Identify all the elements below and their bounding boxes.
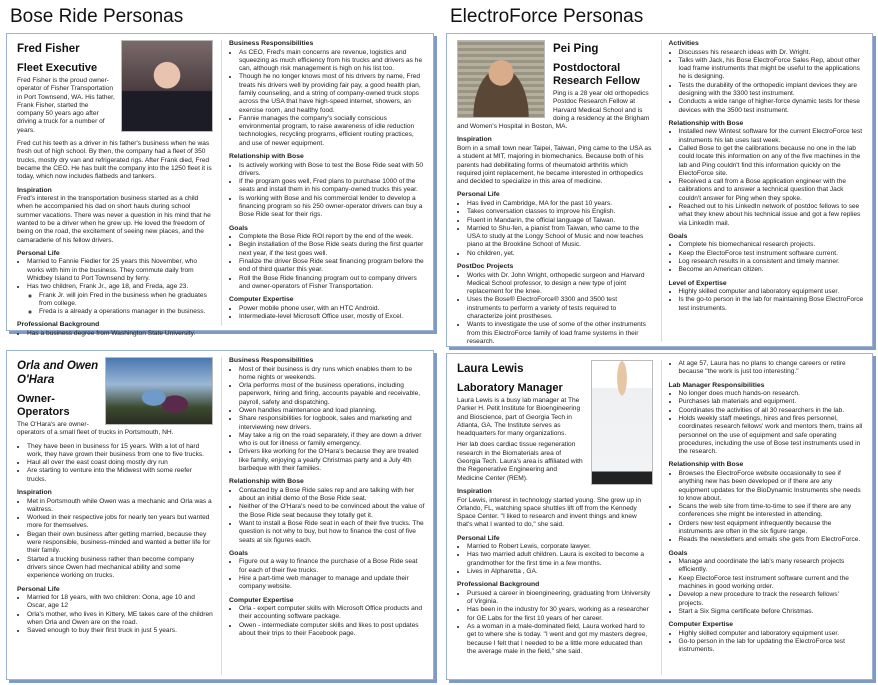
bullet-text: No children, yet. — [467, 249, 515, 257]
bullet-item — [467, 250, 653, 258]
paragraph: Fred's interest in the transportation business started as a child when he accompanied his dad on short hauls during school summer vacations. There was never a question in his mind that he wanted to be a driver when he grew up. He loved the freedom of being on the road, the excitement of seeing new places, and the camaraderie of his fellow drivers. — [17, 195, 211, 244]
bullet-item — [679, 503, 865, 520]
bullet-item — [679, 288, 865, 296]
section-heading: Lab Manager Responsibilities — [668, 381, 765, 389]
bullet-item — [239, 195, 425, 220]
persona-role: Postdoctoral Research Fellow — [553, 62, 640, 87]
section-goals — [229, 550, 425, 592]
section-heading: Computer Expertise — [229, 296, 294, 304]
couple-in-front-of-truck-photo — [105, 357, 213, 425]
bullet-item — [467, 321, 653, 346]
bullet-item — [239, 487, 425, 504]
bullet-item — [27, 594, 213, 611]
section-heading: Goals — [229, 224, 248, 232]
bullet-text: Fluent in Mandarin, the official language of Taiwan. — [467, 216, 616, 224]
section-relationship-with-bose — [669, 120, 865, 228]
bullet-text: Drivers like working for the O'Hara's because they are treated like family, enjoying a yearly Christmas party and a July 4th barbeque with their families. — [239, 448, 419, 473]
bullet-text: Go-to person in the lab for updating the ElectroForce test instruments. — [678, 638, 845, 654]
bullet-text: Neither of the O'Hara's need to be convinced about the value of the Bose Ride seat because they totally get it. — [239, 503, 425, 519]
bullet-text: Orla - expert computer skills with Microsoft Office products and their accounting software package. — [239, 605, 423, 621]
section-heading: Computer Expertise — [229, 596, 294, 604]
bullet-list — [229, 605, 425, 638]
bullet-text: Installed new Wintest software for the current ElectroForce test instruments his lab uses last week. — [678, 128, 863, 144]
bullet-item — [467, 200, 653, 208]
bullet-text: Wants to investigate the use of some of the other instruments from this ElectroForce family of load frame systems in their research. — [467, 321, 646, 345]
bullet-text: Hire a part-time web manager to manage and update their company website. — [239, 575, 409, 591]
bullet-text: May take a rig on the road separately, if they are down a driver who is out for illness or family emergency. — [239, 431, 422, 448]
bullet-text: Married for 18 years, with two children: Oona, age 10 and Oscar, age 12 — [27, 594, 195, 610]
bullet-list — [669, 128, 865, 228]
bullet-item — [27, 467, 213, 484]
bullet-text: Orla performs most of the business operations, including paperwork, hiring and firing, accounts payable and receivable, payroll, safety and dispatching. — [239, 382, 421, 406]
bullet-text: Has a business degree from Washington State University. — [27, 329, 196, 337]
bullet-list — [457, 272, 653, 347]
bullet-item — [239, 366, 425, 383]
bullet-list — [669, 360, 865, 377]
section-inspiration — [457, 136, 653, 186]
bullet-text: Received a call from a Bose application engineer with the calibrations and to answer a technical question that Jack couldn't answer for Ping when they spoke. — [678, 178, 847, 202]
bullet-text: Scans the web site from time-to-time to see if there are any conferences she might be interested in attending. — [678, 503, 852, 519]
bullet-list — [229, 487, 425, 545]
bullet-text: Log research results in a consistent and timely manner. — [678, 258, 840, 266]
section-goals — [229, 225, 425, 292]
persona-card-ohara — [6, 350, 434, 680]
bullet-item — [27, 556, 213, 581]
bullet-list — [669, 630, 865, 655]
section-computer-expertise — [229, 597, 425, 639]
bullet-text: Worked in their respective jobs for nearly ten years but wanted more for themselves. — [27, 514, 210, 530]
young-man-glasses-photo — [457, 40, 545, 118]
bullet-text: Married to Robert Lewis, corporate lawyer. — [467, 543, 591, 551]
intro-paragraph: Ping is a 28 year old orthopedics Postdoc Research Fellow at Harvard Medical School and is doing a residency at the Brigham and Women's Hospital in Boston, MA. — [457, 90, 650, 131]
bullet-text: As a woman in a male-dominated field, Laura worked hard to get to where she is today. "I went and got my masters degree, because I felt that I needed to be a little more educated than the average male in the field," she said. — [467, 623, 648, 655]
bullet-item — [679, 145, 865, 178]
bullet-item — [27, 283, 213, 316]
bullet-list — [17, 258, 213, 316]
section-goals — [669, 550, 865, 617]
bullet-text: Contacted by a Bose Ride sales rep and are talking with her about an initial demo of the Bose Ride seat. — [239, 486, 415, 503]
bullet-text: Finalize the driver Bose Ride seat financing program before the end of third quarter this year. — [239, 258, 424, 274]
section-heading: Goals — [668, 549, 688, 557]
bullet-list — [229, 162, 425, 220]
section-heading: Inspiration — [17, 489, 52, 497]
section-postdoc-projects — [457, 263, 653, 346]
persona-name: Laura Lewis — [457, 363, 524, 375]
bullet-item — [27, 459, 213, 467]
bullet-item — [27, 330, 213, 338]
paragraph: Born in a small town near Taipei, Taiwan, Ping came to the USA as a student at MIT, majoring in biomechanics. Because both of his parents had debilitating forms of rheumatoid arthritis which required joint replacement, he became interested in orthopedics and decided to specialize in this area of medicine. — [457, 144, 652, 186]
persona-name: Pei Ping — [553, 43, 599, 55]
bullet-list — [457, 200, 653, 258]
bullet-item — [239, 233, 425, 241]
section-heading: Relationship with Bose — [229, 478, 304, 486]
bullet-text: Highly skilled computer and laboratory equipment user. — [678, 288, 840, 296]
bullet-text: Discusses his research ideas with Dr. Wright. — [678, 48, 811, 56]
bullet-text: Complete the Bose Ride ROI report by the end of the week. — [239, 233, 414, 241]
bullet-text: Browses the ElectroForce website occasionally to see if anything new has been developed or if there are any equipment updates for the BioDynamic Instruments she needs to know about. — [678, 469, 861, 502]
bullet-item — [679, 258, 865, 266]
intro-paragraph: Her lab does cardiac tissue regeneration research in the Biomaterials area of Georgia Tech. Laura's area is affiliated with the Regenerative Engineering and Medicine Center (REM). — [457, 441, 583, 482]
bullet-item — [467, 606, 653, 623]
persona-role: Owner-Operators — [17, 393, 70, 418]
bullet-list — [229, 558, 425, 591]
bullet-list — [17, 443, 213, 484]
bullet-item — [239, 178, 425, 195]
section-business-responsibilities — [229, 357, 425, 473]
bullet-text: Lives in Alpharetta , GA. — [467, 568, 538, 576]
bullet-text: Purchases lab materials and equipment. — [678, 398, 797, 406]
right-column — [661, 40, 865, 342]
bullet-item — [679, 241, 865, 249]
sub-bullet-list — [27, 292, 213, 317]
bullet-text: Takes conversation classes to improve his English. — [467, 208, 616, 216]
bullet-text: At age 57, Laura has no plans to change careers or retire because "the work is just too interesting." — [678, 360, 846, 376]
bullet-item — [679, 178, 865, 203]
bullet-item — [679, 407, 865, 415]
bullet-text: Want to install a Bose Ride seat in each of their five trucks. The question is not why to buy, but how to finance the cost of five seats at six figures each. — [239, 520, 424, 544]
section-professional-background — [457, 581, 653, 656]
bullet-item — [467, 623, 653, 656]
bullet-item — [239, 575, 425, 592]
bullet-text: Has lived in Cambridge, MA for the past 10 years. — [467, 199, 613, 207]
bullet-item — [239, 622, 425, 639]
intro-paragraph: The O'Hara's are owner-operators of a small fleet of trucks in Portsmouth, NH. — [17, 421, 174, 437]
bullet-text: Met in Portsmouth while Owen was a mechanic and Orla was a waitress. — [27, 497, 212, 513]
bullet-list — [17, 330, 213, 338]
bullet-list — [229, 233, 425, 291]
bullet-text: Manage and coordinate the lab's many research projects efficiently. — [678, 558, 845, 574]
paragraph: Fred cut his teeth as a driver in his father's business when he was fresh out of high school. By then, the company had a fleet of 350 trucks, mostly dry van and refrigerated rigs. After Frank died, Fred became the CEO. He has built the company into the 1250 fleet it is today, which now includes flatbeds and tankers. — [17, 140, 212, 181]
bullet-text: Is actively working with Bose to test the Bose Ride seat with 50 drivers. — [239, 161, 423, 177]
bullet-text: Started a trucking business rather than become company drivers since Owen had mechanical ability and some experience working on trucks. — [27, 555, 195, 580]
man-gray-hair-red-tie-photo — [121, 40, 213, 132]
bullet-text: Orders new test equipment infrequently because the instruments are often in the six figure range. — [678, 519, 832, 536]
bullet-text: Reached out to his LinkedIn network of postdoc fellows to see what they knew about his technical issue and got a few replies via LinkedIn mail. — [678, 203, 861, 227]
persona-role: Laboratory Manager — [457, 382, 563, 394]
section-inspiration — [457, 488, 653, 530]
bullet-item — [679, 128, 865, 145]
bullet-text: Uses the Bose® ElectroForce® 3300 and 3500 test instruments to perform a variety of tests required to characterize joint prostheses. — [467, 296, 618, 321]
section-heading: Business Responsibilities — [229, 357, 314, 364]
bullet-text: Haul all over the east coast doing mostly dry run — [27, 459, 168, 467]
bullet-text: Develop a new procedure to track the research fellows' projects. — [678, 591, 839, 607]
bullet-text: Has two married adult children. Laura is excited to become a grandmother for the first time in a few months. — [467, 551, 645, 567]
bullet-item — [467, 568, 653, 576]
bullet-item — [27, 611, 213, 628]
bose-ride-personas-title: Bose Ride Personas — [10, 6, 184, 27]
bullet-item — [467, 590, 653, 607]
bullet-item — [679, 415, 865, 456]
section-personal-life — [17, 586, 213, 636]
bullet-text: Though he no longer knows most of his drivers by name, Fred treats his drivers well by providing fair pay, a good health plan, family counseling, and a string of company-owned truck stops across the USA that have high-speed internet, showers, an exercise room, and healthy food. — [239, 73, 421, 114]
bullet-list — [669, 241, 865, 274]
bullet-item — [239, 241, 425, 258]
section-heading: Computer Expertise — [668, 621, 734, 629]
bullet-item — [239, 503, 425, 520]
bullet-item — [239, 115, 425, 148]
persona-card-fred-fisher — [6, 33, 434, 337]
section-heading: Relationship with Bose — [229, 153, 304, 161]
bullet-list — [17, 498, 213, 581]
bullet-text: Complete his biomechanical research projects. — [678, 241, 816, 249]
section-heading: Personal Life — [457, 534, 500, 542]
bullet-item — [27, 498, 213, 515]
section-heading: Personal Life — [457, 191, 500, 199]
section-heading: Personal Life — [17, 249, 60, 257]
bullet-text: Intermediate-level Microsoft Office user, mostly of Excel. — [239, 313, 404, 321]
bullet-item — [27, 514, 213, 531]
bullet-item — [679, 49, 865, 57]
bullet-text: Power mobile phone user, with an HTC Android. — [239, 304, 380, 312]
bullet-item — [467, 217, 653, 225]
bullet-item — [239, 73, 425, 114]
bullet-list — [229, 366, 425, 474]
right-column — [221, 357, 425, 675]
bullet-list — [229, 49, 425, 149]
bullet-text: Holds weekly staff meetings, hires and fires personnel, coordinates research fellows' work and mentors them, trains all personnel on the use of equipment and safe operating procedures, including the use of Bose test instruments used in the research. — [678, 414, 863, 456]
section-activities — [669, 40, 865, 115]
section-computer-expertise — [229, 296, 425, 321]
section-level-of-expertise — [669, 280, 865, 313]
section-overview — [17, 443, 213, 484]
sub-bullet-item: ◦ Frank Jr. will join Fred in the business when he graduates from college. — [39, 292, 213, 309]
bullet-text: Become an American citizen. — [678, 266, 764, 274]
woman-in-lab-coat-photo — [591, 360, 653, 485]
bullet-item — [239, 49, 425, 74]
bullet-item — [467, 225, 653, 250]
section-heading: Activities — [668, 40, 699, 47]
bullet-text: Tests the durability of the orthopedic implant devices they are designing with the 3300 test instrument. — [678, 81, 857, 97]
bullet-text: No longer does much hands-on research. — [678, 390, 800, 398]
intro-paragraph: Fred Fisher is the proud owner-operator of Fisher Transportation in Port Townsend, WA. His father, Frank Fisher, started the company 50 years ago after driving a truck for a number of years. — [17, 77, 115, 134]
bullet-text: Has two children, Frank Jr., age 18, and Freda, age 23. — [27, 283, 189, 291]
section-heading: Inspiration — [457, 488, 492, 495]
section-overview — [669, 360, 865, 377]
bullet-text: Called Bose to get the calibrations because no one in the lab could locate this information on any of the five machines in the lab and Ping couldn't find this information quickly on the ElectoForce site. — [678, 144, 861, 177]
paragraph: For Lewis, interest in technology started young. She grew up in Orlando, FL, watching space shuttles lift off from the Kennedy Space Center. "I liked to research and invent things and knew that's what I wanted to do," she said. — [457, 496, 641, 529]
bullet-item — [679, 575, 865, 592]
bullet-item — [679, 608, 865, 616]
bullet-item — [679, 250, 865, 258]
bullet-text: Share responsibilities for logbook, sales and marketing and interviewing new drivers. — [239, 415, 412, 431]
bullet-item — [27, 258, 213, 283]
bullet-item — [467, 272, 653, 297]
section-heading: Business Responsibilities — [229, 40, 314, 47]
section-heading: Professional Background — [457, 581, 540, 589]
bullet-item — [239, 558, 425, 575]
section-heading: Professional Background — [17, 321, 100, 329]
bullet-text: Most of their business is dry runs which enables them to be home nights or weekends. — [239, 365, 412, 381]
bullet-text: Keep the ElectoForce test instrument software current. — [678, 249, 838, 257]
section-business-responsibilities — [229, 40, 425, 148]
bullet-text: Roll the Bose Ride financing program out to company drivers and owner-operators of Fisher Transportation. — [239, 274, 417, 290]
bullet-text: They have been in business for 15 years. With a lot of hard work, they have grown their business from one to five trucks. — [27, 442, 205, 458]
bullet-item — [679, 638, 865, 655]
bullet-item — [679, 390, 865, 398]
bullet-text: Are starting to venture into the Midwest with some reefer trucks. — [27, 467, 192, 483]
bullet-text: Is working with Bose and his commercial lender to develop a financing program so his 250 owner-operator drivers can buy a Bose Ride seat for their rigs. — [239, 194, 423, 219]
bullet-item — [679, 591, 865, 608]
bullet-item — [679, 398, 865, 406]
left-column — [457, 40, 653, 345]
bullet-list — [669, 49, 865, 115]
bullet-item — [679, 558, 865, 575]
bullet-text: Pursued a career in bioengineering, graduating from University of Virginia. — [467, 589, 651, 606]
left-column — [17, 357, 213, 675]
bullet-text: Begin installation of the Bose Ride seats during the first quarter next year, if the test goes well. — [239, 241, 424, 257]
section-heading: PostDoc Projects — [457, 263, 514, 271]
section-goals — [669, 233, 865, 275]
bullet-text: Talks with Jack, his Bose ElectroForce Sales Rep, about other load frame instruments that might be useful to the applications he is designing. — [678, 56, 860, 81]
bullet-item — [467, 296, 653, 321]
bullet-list — [457, 590, 653, 656]
bullet-text: As CEO, Fred's main concerns are revenue, logistics and squeezing as much efficiency from his trucks and drivers as he can, although risk management is high on his list too. — [239, 48, 423, 73]
bullet-item — [239, 305, 425, 313]
section-heading: Inspiration — [457, 136, 492, 144]
bullet-item — [467, 551, 653, 568]
bullet-item — [27, 531, 213, 556]
section-inspiration — [17, 187, 213, 245]
bullet-text: Married to Shu-fen, a pianist from Taiwan, who came to the USA to study at the Longy School of Music and now teaches piano at the Brookline School of Music. — [467, 224, 644, 249]
bullet-text: Coordinates the activities of all 30 researchers in the lab. — [678, 406, 845, 414]
bullet-item — [679, 520, 865, 537]
bullet-item — [679, 296, 865, 313]
right-column — [221, 40, 425, 326]
persona-role: Fleet Executive — [17, 62, 98, 74]
section-relationship-with-bose — [669, 461, 865, 544]
bullet-list — [669, 558, 865, 616]
bullet-text: Fannie manages the company's socially conscious environmental program, to raise awareness of idle reduction technologies, recycling programs, efficient routing practices, and use of newer equipment. — [239, 114, 415, 147]
bullet-item — [679, 536, 865, 544]
section-heading: Level of Expertise — [668, 279, 727, 287]
bullet-item — [239, 520, 425, 545]
bullet-text: Owen - intermediate computer skills and likes to post updates about their trips to their Facebook page. — [239, 621, 419, 638]
left-column — [457, 360, 653, 675]
bullet-item — [467, 208, 653, 216]
bullet-item — [679, 57, 865, 82]
persona-card-laura-lewis — [446, 353, 873, 680]
section-computer-expertise — [669, 621, 865, 654]
bullet-item — [239, 313, 425, 321]
electroforce-personas-title: ElectroForce Personas — [450, 6, 644, 27]
section-inspiration — [17, 489, 213, 580]
bullet-item — [239, 162, 425, 179]
bullet-list — [457, 543, 653, 576]
persona-name: Orla and Owen O'Hara — [17, 360, 99, 386]
section-heading: Relationship with Bose — [668, 119, 744, 127]
section-relationship-with-bose — [229, 478, 425, 545]
bullet-text: Began their own business after getting married, because they were responsible, business-minded and wanted a better life for their family. — [27, 530, 211, 555]
section-personal-life — [17, 250, 213, 317]
bullet-text: Conducts a wide range of higher-force dynamic tests for these devices with the 3500 test instrument. — [678, 98, 860, 114]
bullet-item — [239, 382, 425, 407]
bullet-item — [679, 470, 865, 503]
section-personal-life — [457, 535, 653, 577]
section-heading: Inspiration — [17, 186, 52, 194]
bullet-text: Orla's mother, who lives in Kittery, ME takes care of the children when Orla and Owen are on the road. — [27, 610, 213, 626]
bullet-item — [679, 630, 865, 638]
bullet-item — [679, 98, 865, 115]
bullet-list — [669, 470, 865, 545]
bullet-text: Keep ElectoForce test instrument software current and the machines in good working order. — [678, 574, 849, 591]
section-professional-background — [17, 321, 213, 338]
bullet-text: If the program goes well, Fred plans to purchase 1000 of the seats and install them in his company-owned trucks this year. — [239, 178, 418, 194]
bullet-text: Married to Fannie Fiedler for 25 years this November, who works with him in the business. They commute daily from Whidbey Island to Port Townsend by ferry. — [27, 258, 198, 282]
bullet-item — [239, 432, 425, 449]
bullet-text: Has been in the industry for 30 years, working as a researcher for GE Labs for the first 10 years of her career. — [467, 606, 649, 622]
section-lab-manager-responsibilities — [669, 382, 865, 457]
bullet-text: Figure out a way to finance the purchase of a Bose Ride seat for each of their five trucks. — [239, 558, 418, 574]
bullet-list — [669, 288, 865, 313]
right-column — [661, 360, 865, 675]
section-personal-life — [457, 191, 653, 258]
section-heading: Personal Life — [17, 585, 60, 593]
bullet-item — [679, 360, 865, 377]
left-column — [17, 40, 213, 337]
persona-card-pei-ping — [446, 33, 873, 347]
bullet-text: Highly skilled computer and laboratory equipment user. — [678, 629, 840, 637]
bullet-item — [239, 258, 425, 275]
persona-name: Fred Fisher — [17, 43, 80, 55]
bullet-text: Reads the newsletters and emails she gets from ElectroForce. — [678, 536, 861, 544]
intro-paragraph: Laura Lewis is a busy lab manager at The Parker H. Petit Institute for Bioengineering and Bioscience, part of Georgia Tech in Atlanta, GA. The Institute serves as headquarters for many organizations. — [457, 397, 581, 438]
bullet-list — [229, 305, 425, 322]
section-heading: Relationship with Bose — [668, 461, 744, 469]
bullet-item — [679, 203, 865, 228]
bullet-text: Owen handles maintenance and load planning. — [239, 406, 377, 414]
bullet-item — [239, 448, 425, 473]
bullet-item — [679, 266, 865, 274]
bullet-text: Is the go-to person in the lab for maintaining Bose ElectroForce test instruments. — [678, 296, 864, 312]
section-overview — [17, 140, 213, 181]
bullet-text: Start a Six Sigma certificate before Christmas. — [678, 607, 814, 615]
section-relationship-with-bose — [229, 153, 425, 220]
bullet-item — [239, 407, 425, 415]
bullet-list — [17, 594, 213, 635]
sub-bullet-item: ◦ Freda is a already a operations manager in the business. — [39, 308, 213, 316]
bullet-item — [467, 543, 653, 551]
section-heading: Goals — [668, 232, 688, 240]
bullet-item — [27, 627, 213, 635]
bullet-item — [239, 605, 425, 622]
bullet-text: Works with Dr. John Wright, orthopedic surgeon and Harvard Medical School professor, to design a new type of joint replacement for the knee. — [467, 271, 645, 296]
section-heading: Goals — [229, 549, 248, 557]
bullet-text: Saved enough to buy their first truck in just 5 years. — [27, 627, 177, 635]
bullet-item — [239, 275, 425, 292]
bullet-item — [239, 415, 425, 432]
bullet-list — [669, 390, 865, 456]
bullet-item — [27, 443, 213, 460]
bullet-item — [679, 82, 865, 99]
